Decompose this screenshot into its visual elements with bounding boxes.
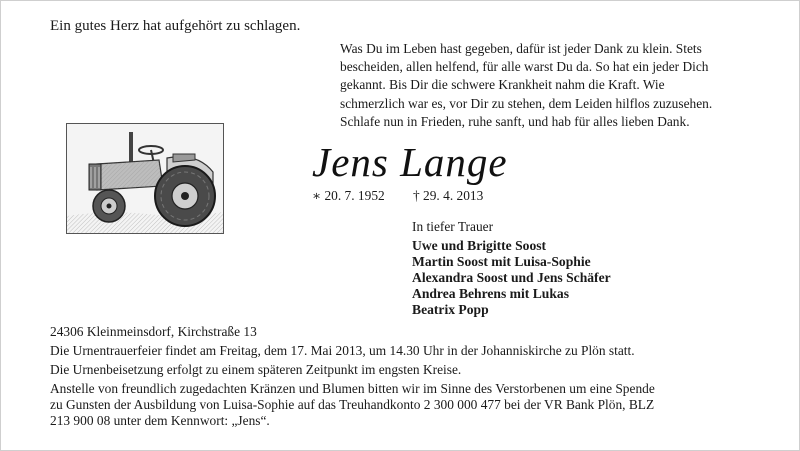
donation-line: Anstelle von freundlich zugedachten Kränzen und Blumen bitten wir im Sinne des Verstorbenen um eine Spende <box>50 381 655 396</box>
tractor-illustration <box>66 123 224 234</box>
mourners-list <box>412 238 611 318</box>
poem-line: Was Du im Leben hast gegeben, dafür ist jeder Dank zu klein. Stets <box>340 41 702 56</box>
opening-line: Ein gutes Herz hat aufgehört zu schlagen. <box>50 18 301 34</box>
mourner-entry: Martin Soost mit Luisa-Sophie <box>412 254 591 269</box>
mourning-intro: In tiefer Trauer <box>412 219 494 234</box>
poem <box>340 40 760 131</box>
poem-line: bescheiden, allen helfend, für alle warst Du da. So hat ein jeder Dich <box>340 59 709 75</box>
donation-line: zu Gunsten der Ausbildung von Luisa-Sophie auf das Treuhandkonto 2 300 000 477 bei der VR Bank Plön, BLZ <box>50 397 655 412</box>
death-date: † 29. 4. 2013 <box>413 188 484 203</box>
mourner-entry: Beatrix Popp <box>412 302 489 317</box>
mourner-entry: Uwe und Brigitte Soost <box>412 238 547 253</box>
poem-line: gekannt. Bis Dir die schwere Krankheit nahm die Kraft. Wie <box>340 77 665 93</box>
donation-line: 213 900 08 unter dem Kennwort: „Jens“. <box>50 413 270 428</box>
burial-notice: Die Urnenbeisetzung erfolgt zu einem späteren Zeitpunkt im engsten Kreise. <box>50 362 462 377</box>
funeral-notice: Die Urnentrauerfeier findet am Freitag, dem 17. Mai 2013, um 14.30 Uhr in der Johanniskirche zu Plön statt. <box>50 343 635 358</box>
poem-line: schmerzlich war es, vor Dir zu stehen, dem Leiden hilflos zuzusehen. <box>340 95 713 111</box>
address: 24306 Kleinmeinsdorf, Kirchstraße 13 <box>50 324 257 339</box>
mourner-entry: Alexandra Soost und Jens Schäfer <box>412 270 611 285</box>
deceased-name: Jens Lange <box>312 139 508 185</box>
mourner-entry: Andrea Behrens mit Lukas <box>412 286 569 301</box>
footer-block <box>50 324 780 429</box>
birth-date: ∗ 20. 7. 1952 <box>312 188 385 203</box>
poem-line: Schlafe nun in Frieden, ruhe sanft, und hab für alles lieben Dank. <box>340 113 690 129</box>
